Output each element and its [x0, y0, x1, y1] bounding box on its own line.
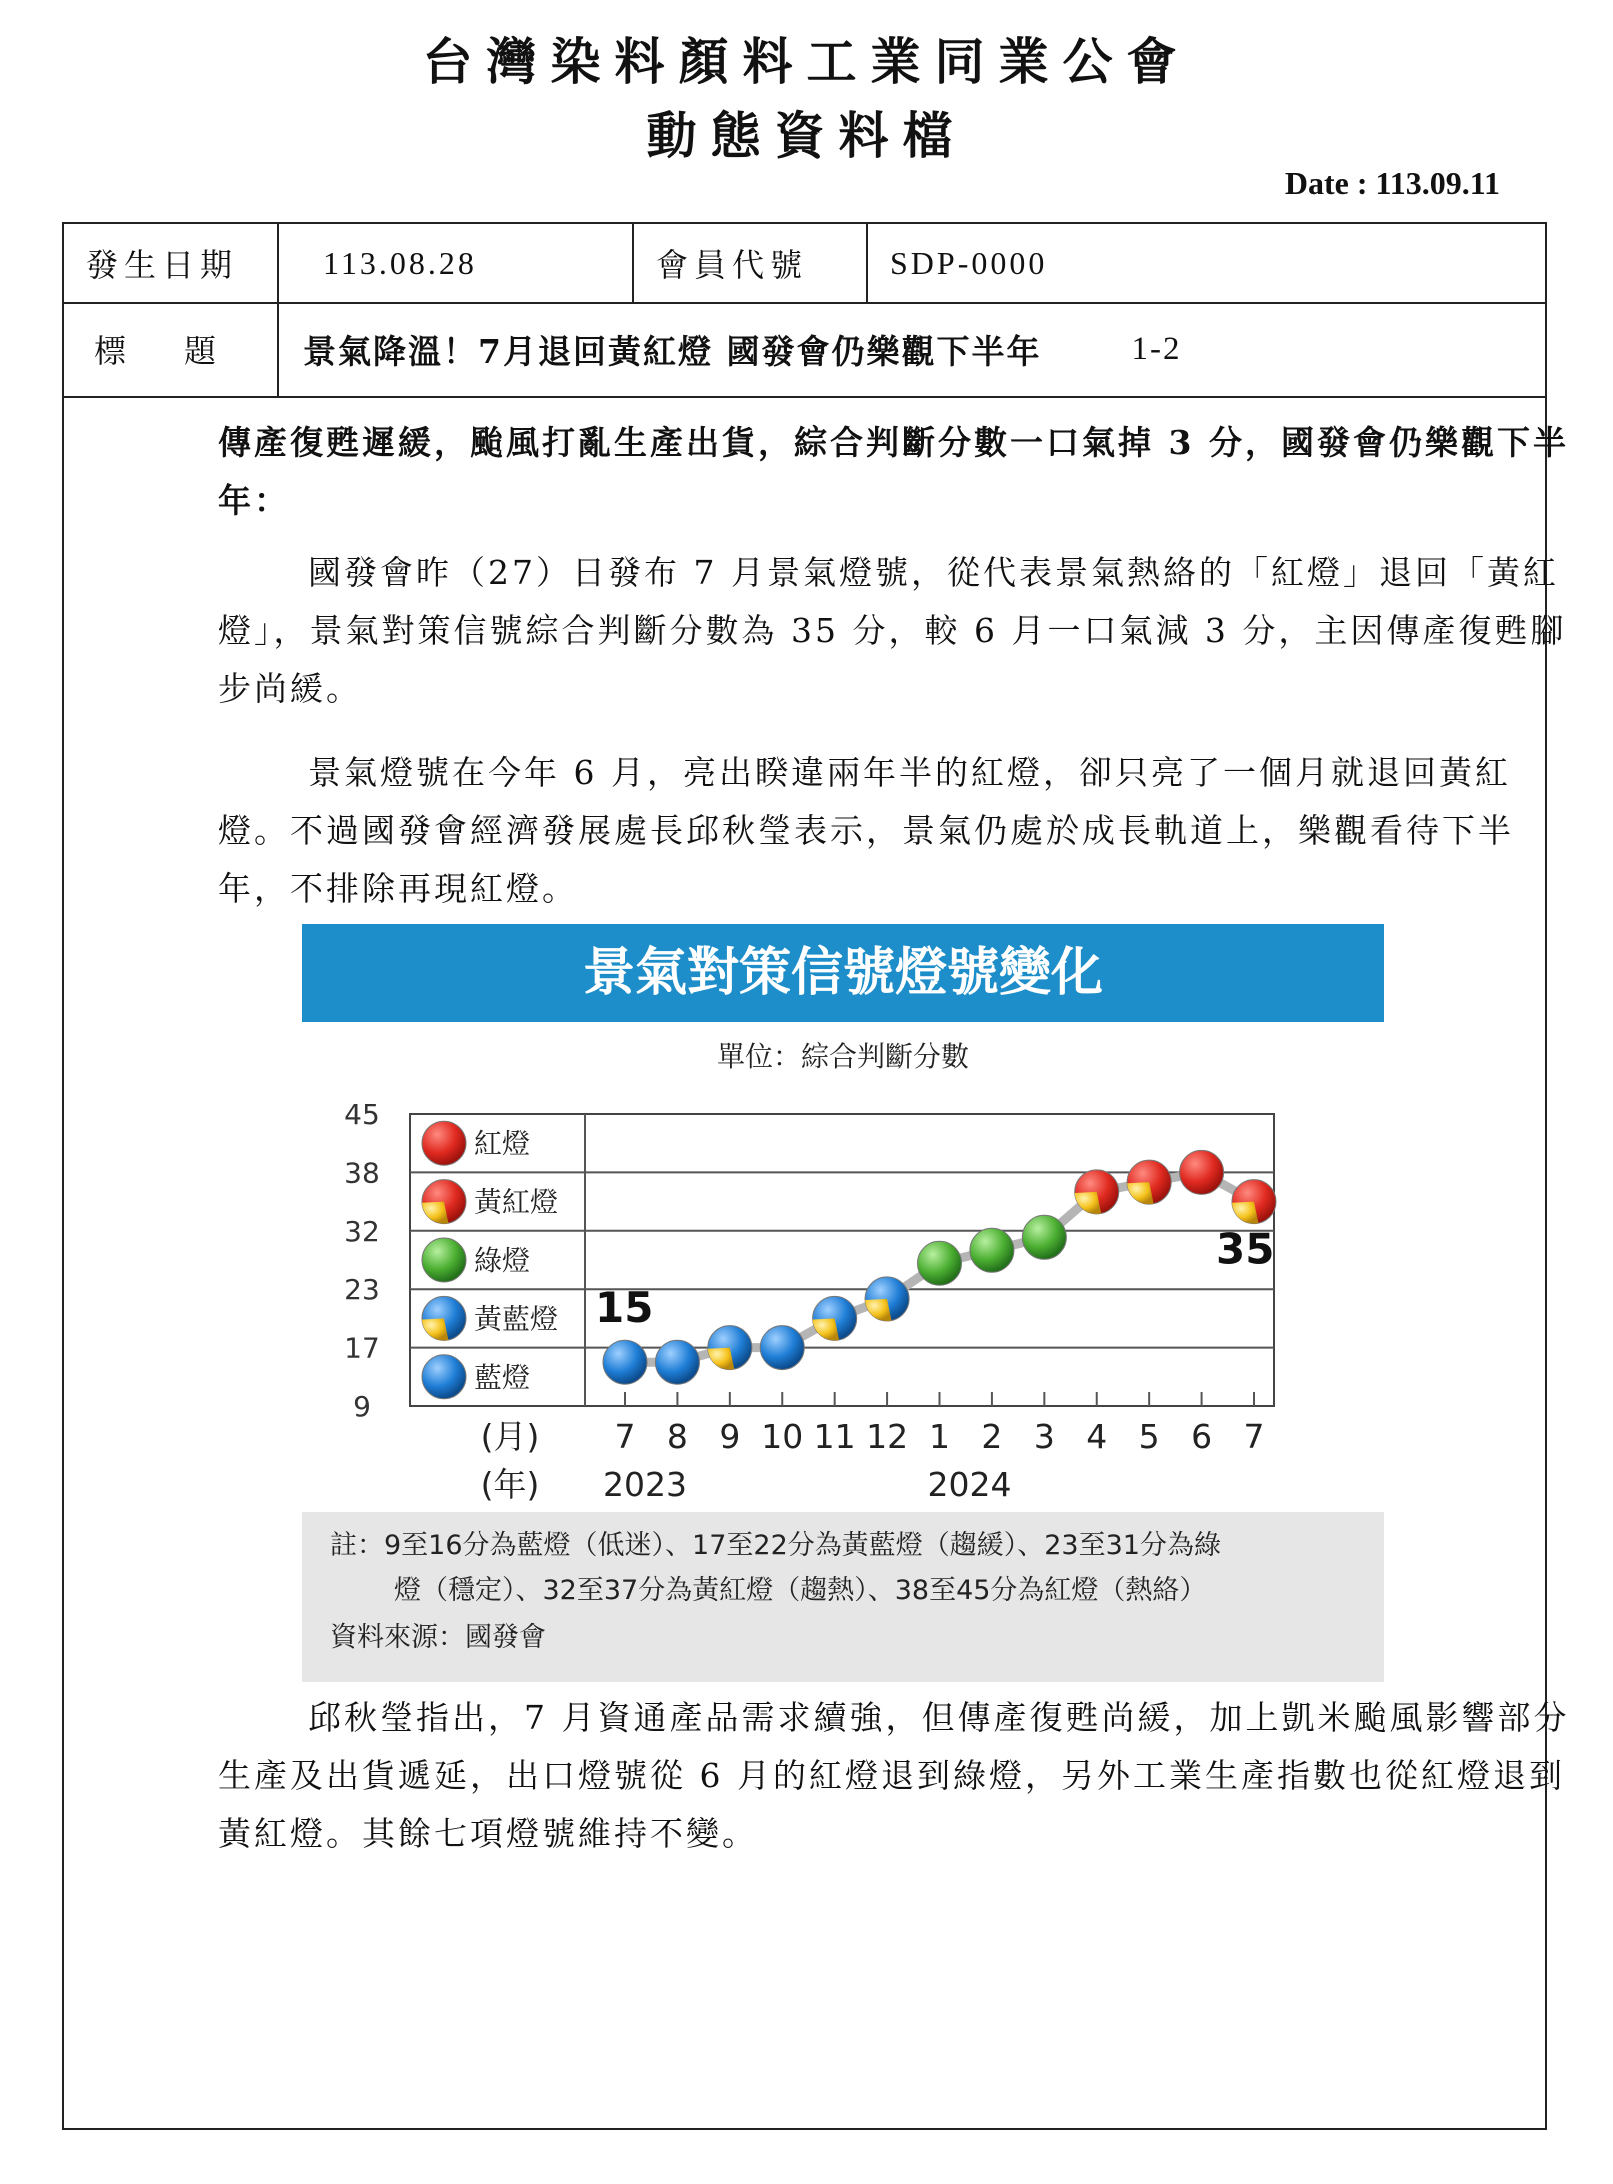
data-point: [970, 1228, 1014, 1272]
paragraph-3: 邱秋瑩指出，7 月資通產品需求續強，但傳產復甦尚緩，加上凱米颱風影響部分生產及出貨遞延，出口燈號從 6 月的紅燈退到綠燈，另外工業生產指數也從紅燈退到黃紅燈。其餘七項燈號維持不變。: [218, 1698, 1570, 1853]
data-label: 35: [1216, 1224, 1275, 1274]
doc-title: 動態資料檔: [646, 107, 967, 165]
signal-chart: [302, 924, 1384, 1682]
x-tick-label: 7: [1243, 1417, 1265, 1456]
org-title: 台灣染料顏料工業同業公會: [422, 33, 1191, 91]
x-tick-label: 8: [666, 1417, 688, 1456]
data-point: [603, 1340, 647, 1384]
chart-note-line2: 燈（穩定）、32至37分為黃紅燈（趨熱）、38至45分為紅燈（熱絡）: [394, 1575, 1207, 1606]
y-tick-label: 45: [344, 1098, 380, 1131]
year-label: 2024: [927, 1465, 1012, 1504]
legend-label: 紅燈: [474, 1127, 531, 1161]
data-point: [1180, 1150, 1224, 1194]
x-tick-label: 9: [719, 1417, 741, 1456]
legend-light: [422, 1238, 466, 1282]
legend-label: 綠燈: [474, 1244, 531, 1277]
data-point: [1022, 1215, 1066, 1259]
date-value: 113.08.28: [279, 224, 634, 302]
chart-title: 景氣對策信號燈號變化: [582, 943, 1104, 1003]
issue-date: Date : 113.09.11: [1284, 165, 1500, 201]
info-row: [64, 224, 1545, 304]
x-tick-label: 1: [929, 1417, 950, 1456]
member-value: SDP-0000: [890, 244, 1048, 281]
x-tick-label: 2: [981, 1417, 1003, 1456]
x-tick-label: 10: [761, 1417, 804, 1456]
title-row: [64, 302, 1545, 398]
y-tick-label: 17: [344, 1331, 380, 1365]
y-tick-label: 38: [344, 1156, 380, 1190]
paragraph-1: 國發會昨（27）日發布 7 月景氣燈號，從代表景氣熱絡的「紅燈」退回「黃紅燈」，景氣對策信號綜合判斷分數為 35 分，較 6 月一口氣減 3 分，主因傳產復甦腳步尚緩。: [218, 553, 1567, 708]
x-tick-label: 3: [1033, 1417, 1055, 1456]
title-cell: [279, 302, 1181, 396]
x-tick-label: 4: [1086, 1417, 1108, 1456]
plot-frame: [410, 1114, 1274, 1406]
legend-label: 藍燈: [474, 1360, 531, 1394]
date-label: 發生日期: [64, 224, 279, 302]
x-axis-label: (月): [480, 1417, 540, 1456]
member-label: 會員代號: [634, 224, 868, 302]
page-ref: 1-2: [1131, 330, 1182, 367]
year-label: 2023: [603, 1465, 687, 1504]
legend-label: 黃藍燈: [474, 1302, 559, 1336]
signal-chart-figure: [302, 924, 1384, 1682]
legend-light: [422, 1355, 466, 1399]
legend-label: 黃紅燈: [474, 1185, 559, 1219]
title-label: 標題: [64, 302, 279, 396]
x-tick-label: 5: [1138, 1417, 1160, 1456]
x-tick-label: 7: [614, 1417, 636, 1456]
y-tick-label: 32: [344, 1214, 380, 1248]
x-tick-label: 12: [866, 1417, 909, 1456]
chart-source: 資料來源：國發會: [330, 1622, 546, 1653]
y-tick-label: 9: [353, 1390, 371, 1423]
legend-light: [422, 1121, 466, 1165]
paragraph-2: 景氣燈號在今年 6 月，亮出睽違兩年半的紅燈，卻只亮了一個月就退回黃紅燈。不過國發會經濟發展處長邱秋瑩表示，景氣仍處於成長軌道上，樂觀看待下半年，不排除再現紅燈。: [218, 753, 1514, 908]
document-frame: [62, 222, 1570, 2130]
data-point: [655, 1340, 699, 1384]
x-tick-label: 11: [813, 1417, 856, 1456]
y-tick-label: 23: [344, 1273, 380, 1307]
lead-paragraph: 傳產復甦遲緩，颱風打亂生產出貨，綜合判斷分數一口氣掉 3 分，國發會仍樂觀下半年：: [218, 423, 1569, 520]
data-label: 15: [595, 1283, 654, 1333]
chart-subtitle: 單位：綜合判斷分數: [716, 1040, 970, 1073]
year-axis-label: (年): [480, 1465, 540, 1504]
data-point: [760, 1326, 804, 1370]
data-point: [918, 1241, 962, 1285]
chart-note-line1: 註：9至16分為藍燈（低迷）、17至22分為黃藍燈（趨緩）、23至31分為綠: [330, 1530, 1221, 1561]
title-value: 景氣降溫！7月退回黃紅燈 國發會仍樂觀下半年: [303, 331, 1042, 371]
x-tick-label: 6: [1191, 1417, 1213, 1456]
